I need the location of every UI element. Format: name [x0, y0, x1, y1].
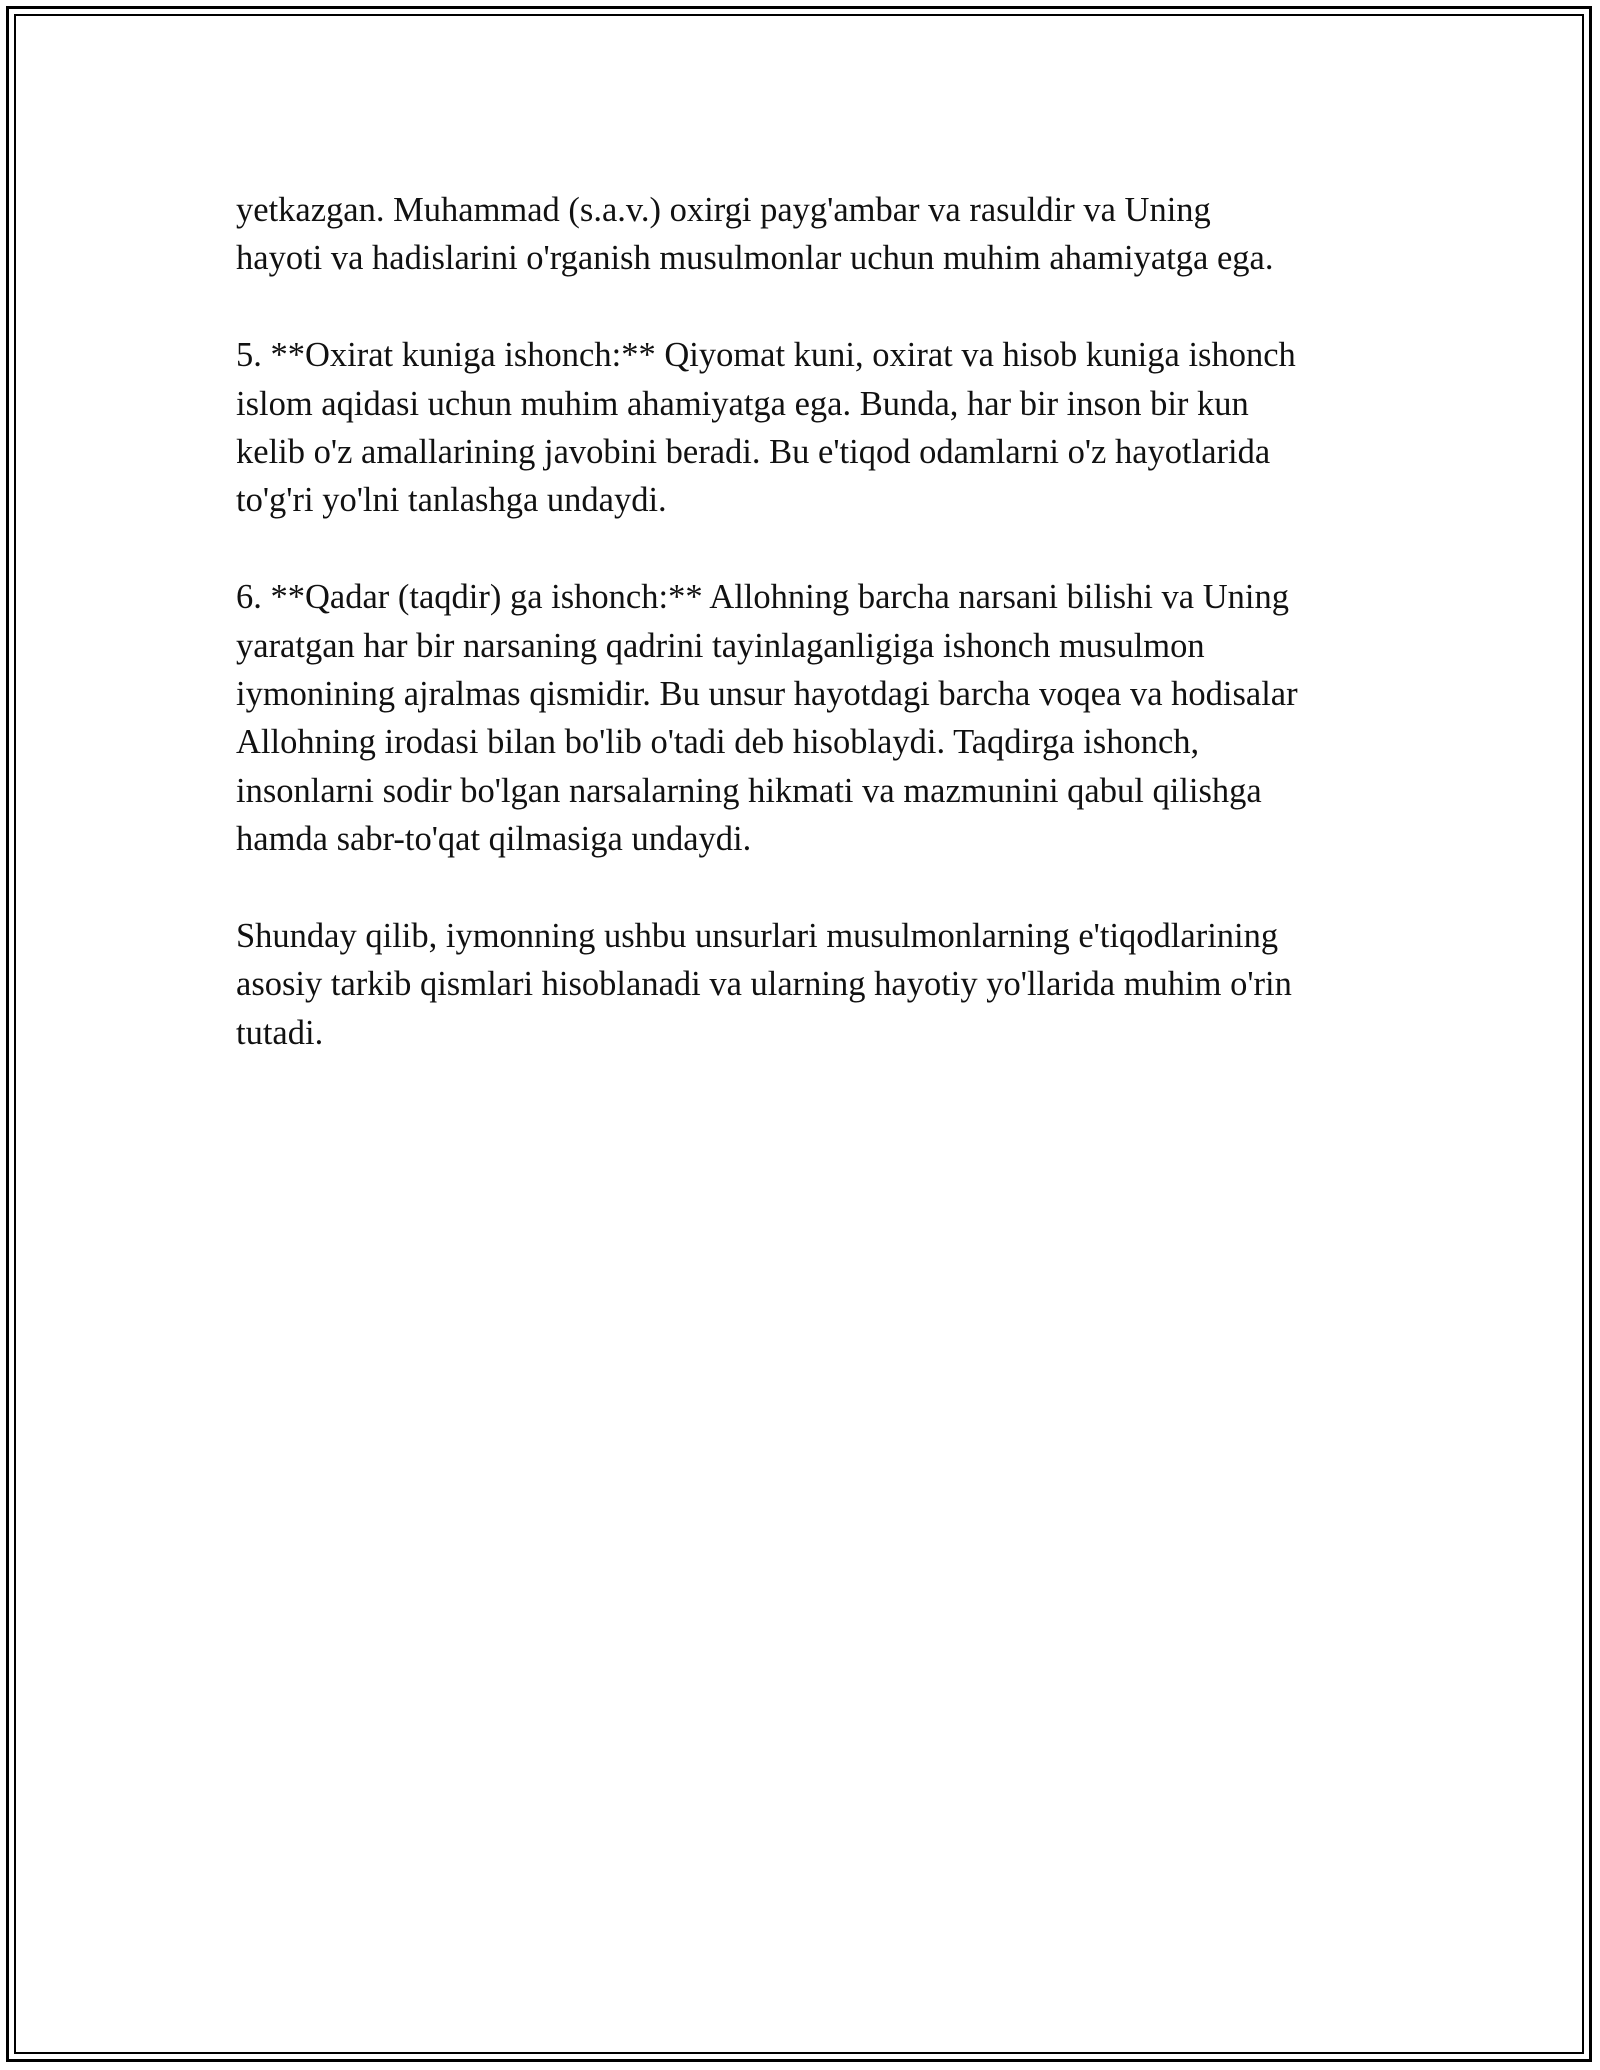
paragraph-belief-in-destiny: 6. **Qadar (taqdir) ga ishonch:** Allohning barcha narsani bilishi va Uning yaratgan har bir narsaning qadrini tayinlaganligiga ishonch musulmon iymonining ajralmas qismidir. Bu unsur hayotdagi barcha voqea va hodisalar Allohning irodasi bilan bo'lib o'tadi deb hisoblaydi. Taqdirga ishonch, insonlarni sodir bo'lgan narsalarning hikmati va mazmunini qabul qilishga hamda sabr-to'qat qilmasiga undaydi.	[236, 578, 1298, 859]
paragraph-prophet-continuation: yetkazgan. Muhammad (s.a.v.) oxirgi payg'ambar va rasuldir va Uning hayoti va hadislarini o'rganish musulmonlar uchun muhim ahamiyatga ega.	[236, 191, 1274, 278]
paragraph-conclusion: Shunday qilib, iymonning ushbu unsurlari musulmonlarning e'tiqodlarining asosiy tarkib qismlari hisoblanadi va ularning hayotiy yo'llarida muhim o'rin tutadi.	[236, 917, 1292, 1052]
paragraph-belief-in-hereafter: 5. **Oxirat kuniga ishonch:** Qiyomat kuni, oxirat va hisob kuniga ishonch islom aqidasi uchun muhim ahamiyatga ega. Bunda, har bir inson bir kun kelib o'z amallarining javobini beradi. Bu e'tiqod odamlarni o'z hayotlarida to'g'ri yo'lni tanlashga undaydi.	[236, 336, 1296, 520]
document-body	[236, 186, 1376, 1106]
